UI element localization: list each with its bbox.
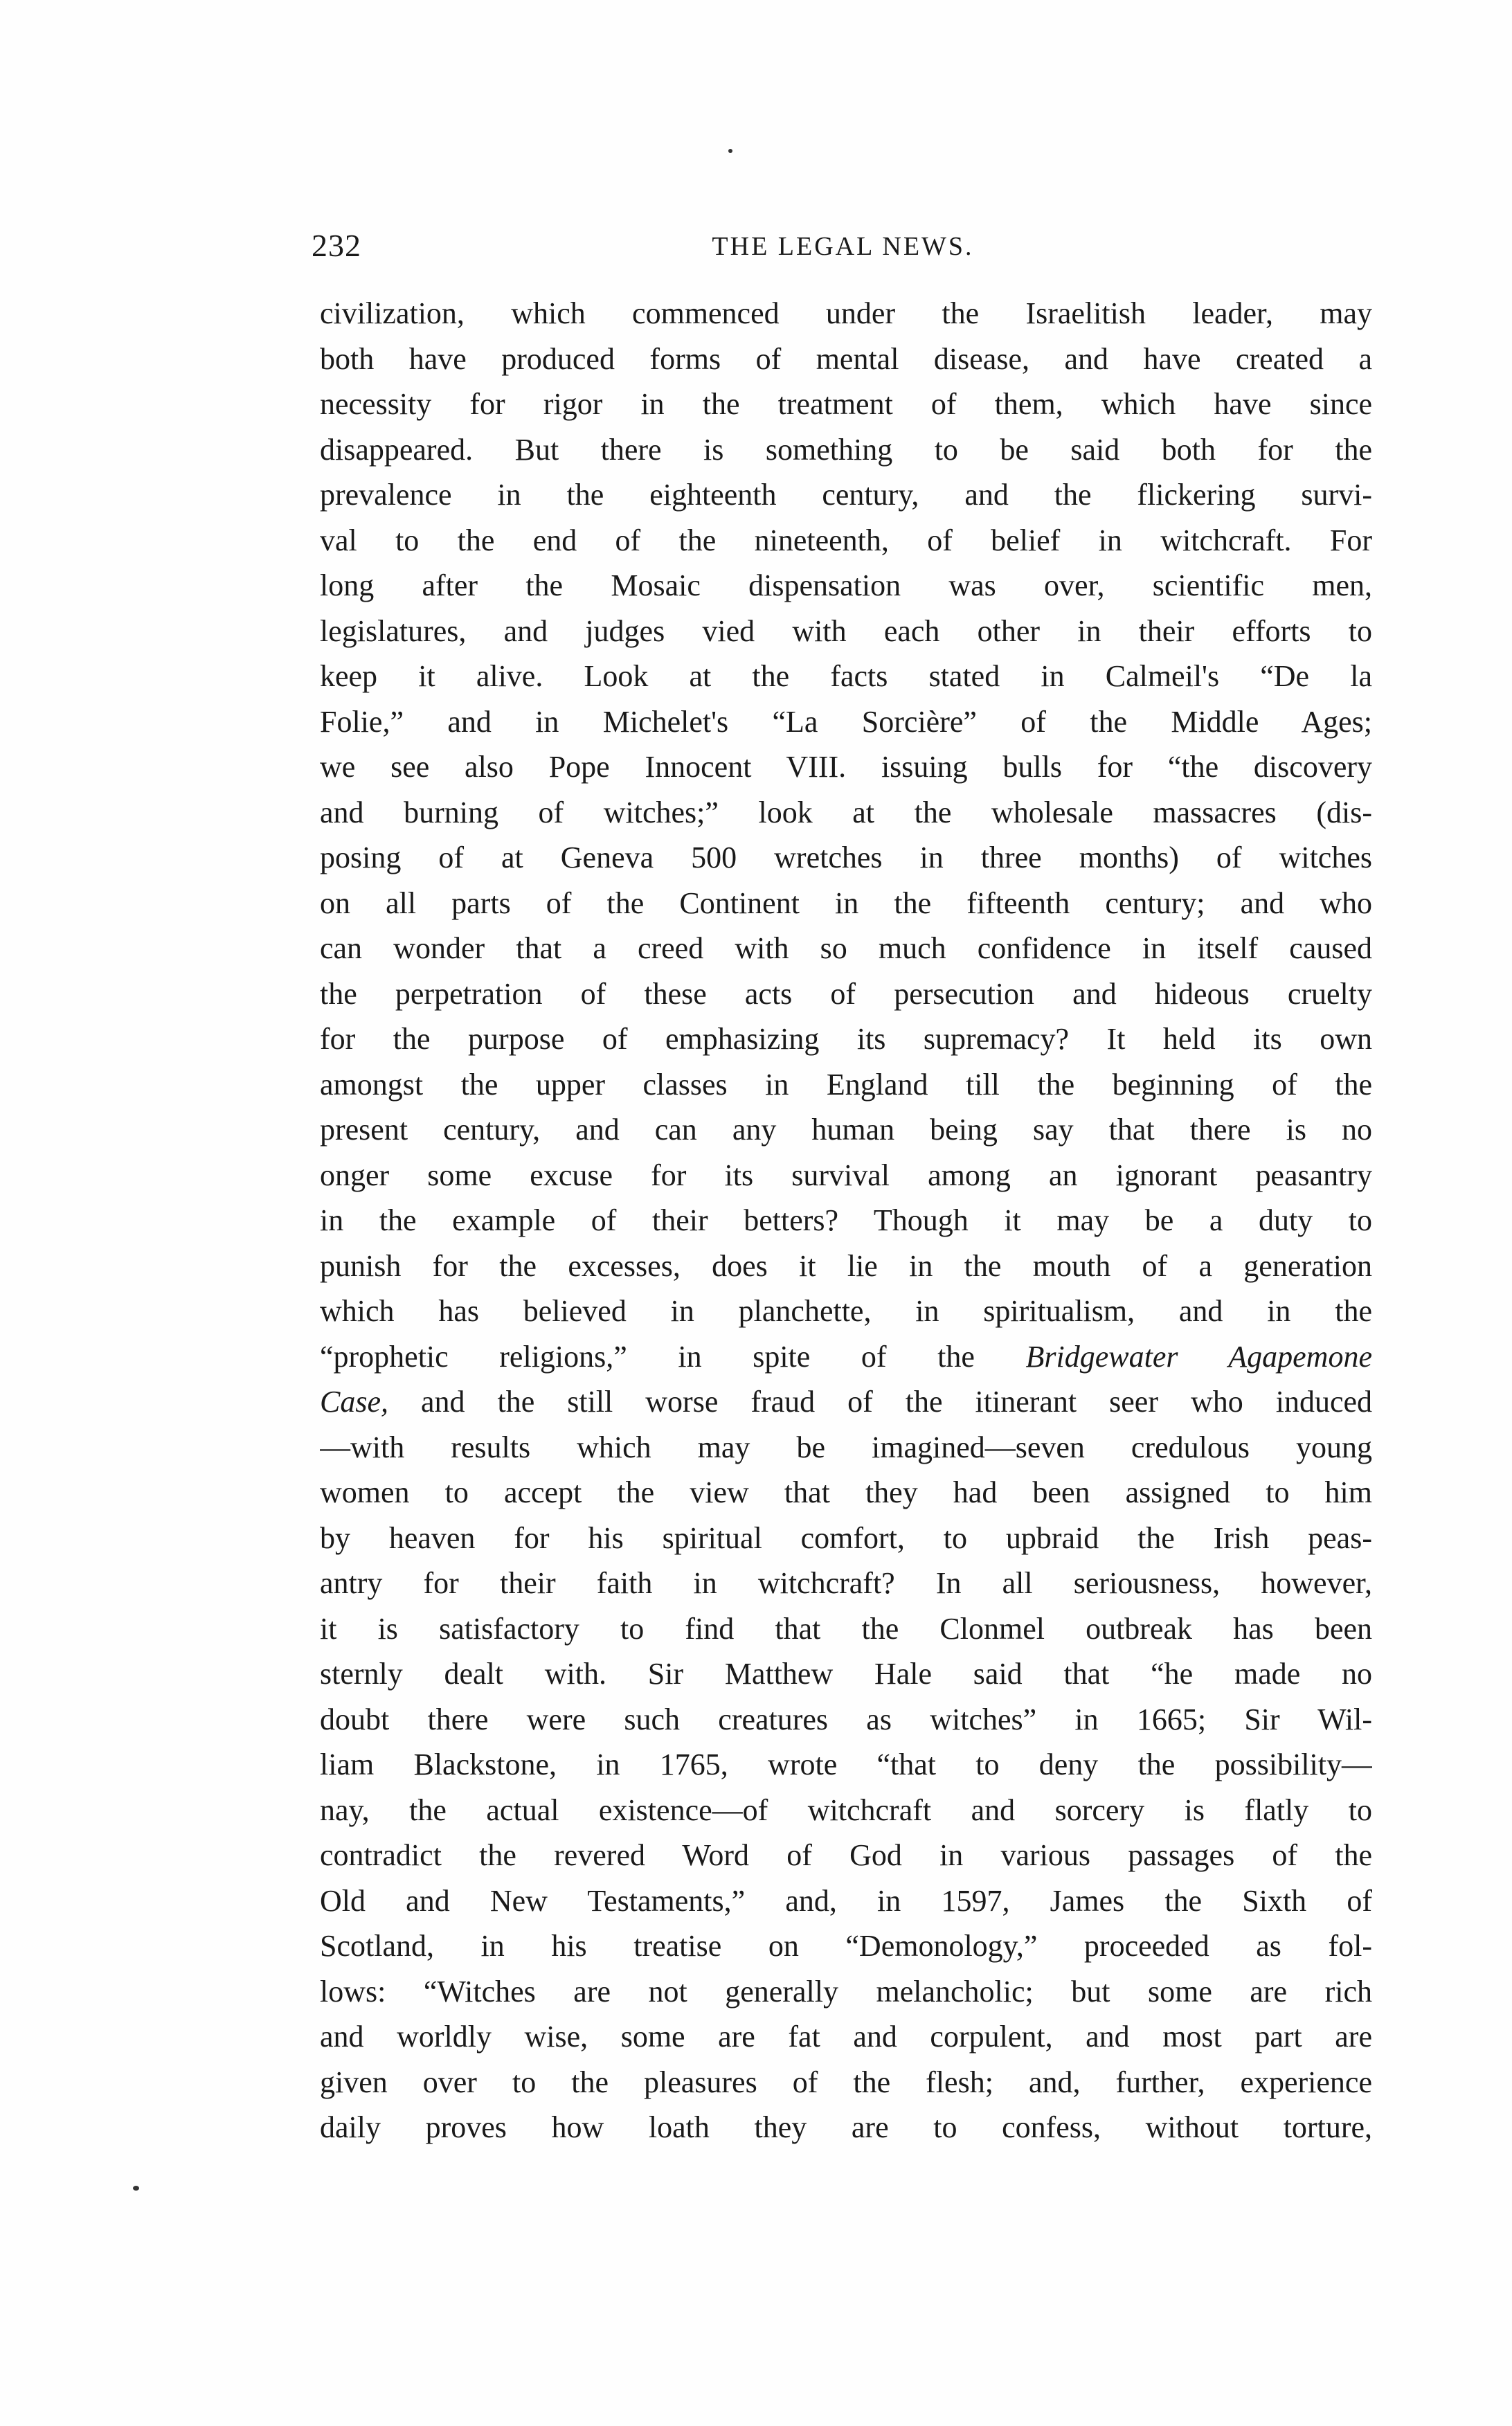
text-line: antry for their faith in witchcraft? In all seriousness, however, — [320, 1566, 1372, 1600]
text-line: and worldly wise, some are fat and corpulent, and most part are — [320, 2020, 1372, 2054]
text-line: onger some excuse for its survival among an ignorant peasantry — [320, 1158, 1372, 1192]
text-line: necessity for rigor in the treatment of them, which have since — [320, 387, 1372, 421]
page-header — [312, 227, 1374, 269]
text-line: legislatures, and judges vied with each other in their efforts to — [320, 613, 1372, 648]
text-line: amongst the upper classes in England till the beginning of the — [320, 1067, 1372, 1102]
body-text — [320, 291, 1372, 2150]
text-line: nay, the actual existence—of witchcraft and sorcery is flatly to — [320, 1792, 1372, 1827]
text-line: it is satisfactory to find that the Clonmel outbreak has been — [320, 1611, 1372, 1646]
text-line: Old and New Testaments,” and, in 1597, James the Sixth of — [320, 1883, 1372, 1918]
text-line: we see also Pope Innocent VIII. issuing bulls for “the discovery — [320, 750, 1372, 784]
text-line — [320, 1334, 1372, 1380]
scan-speck — [133, 2186, 139, 2191]
text-segment: “prophetic religions,” in spite of the — [320, 1339, 975, 1374]
text-line: for the purpose of emphasizing its supremacy? It held its own — [320, 1022, 1372, 1056]
text-line: the perpetration of these acts of persecution and hideous cruelty — [320, 976, 1372, 1011]
text-line: in the example of their betters? Though it may be a duty to — [320, 1203, 1372, 1237]
text-line: disappeared. But there is something to be said both for the — [320, 432, 1372, 467]
text-line: can wonder that a creed with so much confidence in itself caused — [320, 931, 1372, 965]
running-title: THE LEGAL NEWS. — [712, 232, 974, 261]
text-line: Folie,” and in Michelet's “La Sorcière” of the Middle Ages; — [320, 704, 1372, 739]
text-line: women to accept the view that they had been assigned to him — [320, 1475, 1372, 1509]
text-line: liam Blackstone, in 1765, wrote “that to deny the possibility— — [320, 1747, 1372, 1781]
page-number: 232 — [312, 228, 361, 263]
text-line: both have produced forms of mental disease, and have created a — [320, 341, 1372, 376]
italic-title: Bridgewater Agapemone — [1025, 1339, 1372, 1374]
text-line: daily proves how loath they are to confess, without torture, — [320, 2110, 1372, 2144]
text-segment: and the still worse fraud of the itinerant seer who induced — [421, 1385, 1372, 1419]
text-line: posing of at Geneva 500 wretches in three months) of witches — [320, 841, 1372, 874]
text-line: which has believed in planchette, in spiritualism, and in the — [320, 1294, 1372, 1328]
text-line: on all parts of the Continent in the fifteenth century; and who — [320, 886, 1372, 920]
text-line: Scotland, in his treatise on “Demonology,” proceeded as fol- — [320, 1929, 1372, 1963]
scan-speck — [728, 149, 732, 153]
text-line: punish for the excesses, does it lie in the mouth of a generation — [320, 1248, 1372, 1283]
text-line: val to the end of the nineteenth, of belief in witchcraft. For — [320, 523, 1372, 557]
text-line: sternly dealt with. Sir Matthew Hale said that “he made no — [320, 1657, 1372, 1691]
text-line: doubt there were such creatures as witches” in 1665; Sir Wil- — [320, 1702, 1372, 1736]
text-line: contradict the revered Word of God in various passages of the — [320, 1838, 1372, 1872]
text-line: present century, and can any human being say that there is no — [320, 1113, 1372, 1147]
text-line: lows: “Witches are not generally melancholic; but some are rich — [320, 1974, 1372, 2009]
text-line: prevalence in the eighteenth century, and the flickering survi- — [320, 478, 1372, 512]
text-line: and burning of witches;” look at the wholesale massacres (dis- — [320, 795, 1372, 829]
text-line: by heaven for his spiritual comfort, to upbraid the Irish peas- — [320, 1520, 1372, 1555]
text-line: given over to the pleasures of the flesh; and, further, experience — [320, 2065, 1372, 2099]
text-line: keep it alive. Look at the facts stated in Calmeil's “De la — [320, 659, 1372, 693]
text-line: long after the Mosaic dispensation was over, scientific men, — [320, 568, 1372, 602]
text-line — [320, 1379, 1372, 1425]
italic-title: Case, — [320, 1385, 388, 1419]
text-line: civilization, which commenced under the Israelitish leader, may — [320, 296, 1372, 330]
text-line: —with results which may be imagined—seven credulous young — [320, 1430, 1372, 1464]
